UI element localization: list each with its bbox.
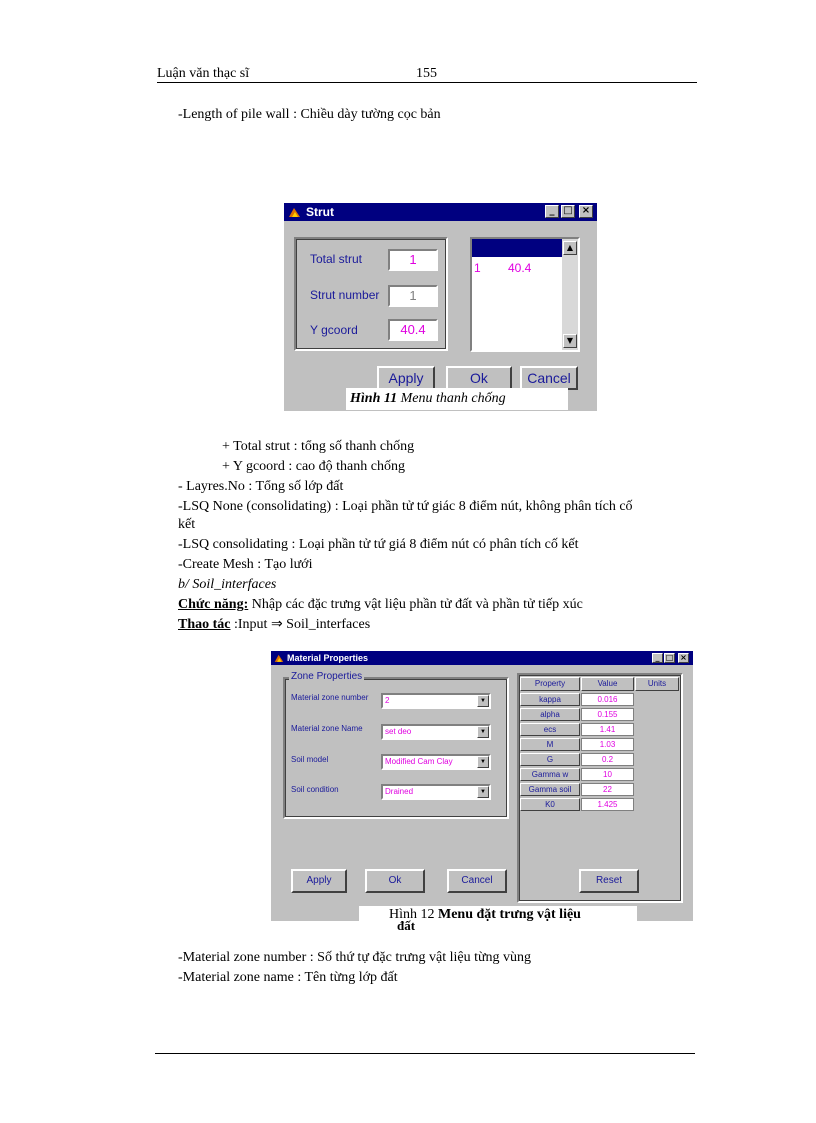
strut-title: Strut [306, 205, 334, 219]
material-reset-button[interactable]: Reset [579, 869, 639, 893]
scroll-up-icon[interactable]: ▲ [563, 241, 577, 255]
function-label: Chức năng: [178, 597, 249, 612]
y-gcoord-input[interactable]: 40.4 [388, 319, 438, 341]
page-number: 155 [416, 66, 437, 81]
strut-titlebar [284, 203, 597, 221]
figure-12-text: Menu đặt trưng vật liệu [438, 907, 581, 922]
property-name: kappa [520, 693, 580, 706]
selected-row[interactable] [472, 239, 562, 257]
dropdown-arrow-icon[interactable]: ▼ [477, 786, 489, 798]
material-zone-number-select[interactable] [381, 693, 491, 709]
soil-model-select[interactable] [381, 754, 491, 770]
material-dialog [271, 651, 693, 921]
line-lsq-consolidating: -LSQ consolidating : Loại phần tử tứ giá 8 điểm nút có phân tích cố kết [178, 537, 579, 552]
line-lsq-none: -LSQ None (consolidating) : Loại phần tử tứ giác 8 điểm nút, không phân tích cố [178, 499, 633, 514]
line-total-strut: + Total strut : tổng số thanh chống [222, 439, 415, 454]
material-titlebar [271, 651, 693, 665]
total-strut-label: Total strut [310, 252, 363, 266]
matlab-icon [288, 206, 301, 218]
list-scrollbar[interactable] [562, 239, 578, 350]
property-value[interactable]: 0.155 [581, 708, 634, 721]
material-zone-name-label: Material zone Name [291, 724, 363, 733]
soil-condition-value: Drained [385, 787, 414, 796]
strut-cancel-button[interactable]: Cancel [520, 366, 578, 390]
line-y-gcoord: + Y gcoord : cao độ thanh chống [222, 459, 405, 474]
material-apply-button[interactable]: Apply [291, 869, 347, 893]
operation-text: :Input ⇒ Soil_interfaces [230, 617, 371, 632]
intro-line: -Length of pile wall : Chiều dày tường cọc bản [178, 107, 441, 122]
list-row-index[interactable]: 1 [474, 261, 481, 275]
close-button[interactable]: × [678, 653, 689, 663]
scroll-down-icon[interactable]: ▼ [563, 334, 577, 348]
header-rule [157, 82, 697, 83]
line-layers-no: - Layres.No : Tổng số lớp đất [178, 479, 344, 494]
line-material-zone-number: -Material zone number : Số thứ tự đặc trưng vật liệu từng vùng [178, 950, 532, 965]
footer-rule [155, 1053, 695, 1054]
soil-condition-label: Soil condition [291, 785, 339, 794]
line-function [178, 595, 698, 615]
material-zone-name-select[interactable] [381, 724, 491, 740]
units-col-header[interactable]: Units [635, 677, 679, 691]
function-text: Nhập các đặc trưng vật liệu phần tử đất và phần tử tiếp xúc [248, 597, 583, 612]
dropdown-arrow-icon[interactable]: ▼ [477, 695, 489, 707]
dropdown-arrow-icon[interactable]: ▼ [477, 756, 489, 768]
soil-condition-select[interactable] [381, 784, 491, 800]
value-col-header[interactable]: Value [581, 677, 634, 691]
material-zone-number-value: 2 [385, 696, 390, 705]
strut-apply-button[interactable]: Apply [377, 366, 435, 390]
maximize-button[interactable]: □ [665, 653, 674, 662]
material-zone-number-label: Material zone number [291, 693, 369, 702]
line-lsq-none-cont: kết [178, 517, 196, 532]
property-name: alpha [520, 708, 580, 721]
close-button[interactable]: × [579, 205, 593, 218]
section-soil-interfaces: b/ Soil_interfaces [178, 577, 277, 592]
property-value[interactable]: 1.425 [581, 798, 634, 811]
total-strut-input[interactable]: 1 [388, 249, 438, 271]
material-cancel-button[interactable]: Cancel [447, 869, 507, 893]
zone-properties-label: Zone Properties [291, 671, 363, 682]
strut-dialog [284, 203, 597, 411]
matlab-icon [274, 653, 284, 663]
line-create-mesh: -Create Mesh : Tạo lưới [178, 557, 313, 572]
property-value[interactable]: 0.2 [581, 753, 634, 766]
strut-number-label: Strut number [310, 288, 380, 302]
material-ok-button[interactable]: Ok [365, 869, 425, 893]
property-value[interactable]: 10 [581, 768, 634, 781]
property-value[interactable]: 22 [581, 783, 634, 796]
figure-12-number: Hình 12 [389, 907, 438, 922]
y-gcoord-label: Y gcoord [310, 323, 358, 337]
list-row-value[interactable]: 40.4 [508, 261, 532, 275]
figure-12-caption [359, 906, 637, 942]
material-zone-name-value: set deo [385, 727, 412, 736]
line-operation [178, 615, 698, 635]
property-name: Gamma w [520, 768, 580, 781]
figure-11-caption [346, 388, 568, 410]
soil-model-value: Modified Cam Clay [385, 757, 453, 766]
property-value[interactable]: 0.016 [581, 693, 634, 706]
strut-listbox[interactable] [470, 237, 580, 352]
soil-model-label: Soil model [291, 755, 329, 764]
maximize-button[interactable]: □ [561, 205, 575, 218]
dropdown-arrow-icon[interactable]: ▼ [477, 726, 489, 738]
strut-ok-button[interactable]: Ok [446, 366, 512, 390]
property-name: ecs [520, 723, 580, 736]
property-col-header[interactable]: Property [520, 677, 580, 691]
property-name: Gamma soil [520, 783, 580, 796]
figure-12-text-cut: đất [397, 918, 416, 933]
minimize-button[interactable]: _ [545, 205, 559, 218]
property-name: M [520, 738, 580, 751]
property-name: G [520, 753, 580, 766]
strut-number-input[interactable]: 1 [388, 285, 438, 307]
figure-11-text: Menu thanh chống [397, 391, 506, 406]
figure-11-number: Hình 11 [350, 391, 398, 406]
material-title: Material Properties [287, 653, 369, 663]
header-title: Luận văn thạc sĩ [157, 66, 250, 81]
property-value[interactable]: 1.41 [581, 723, 634, 736]
property-value[interactable]: 1.03 [581, 738, 634, 751]
operation-label: Thao tác [178, 617, 231, 632]
property-name: K0 [520, 798, 580, 811]
minimize-button[interactable]: _ [652, 653, 663, 663]
line-material-zone-name: -Material zone name : Tên từng lớp đất [178, 970, 398, 985]
